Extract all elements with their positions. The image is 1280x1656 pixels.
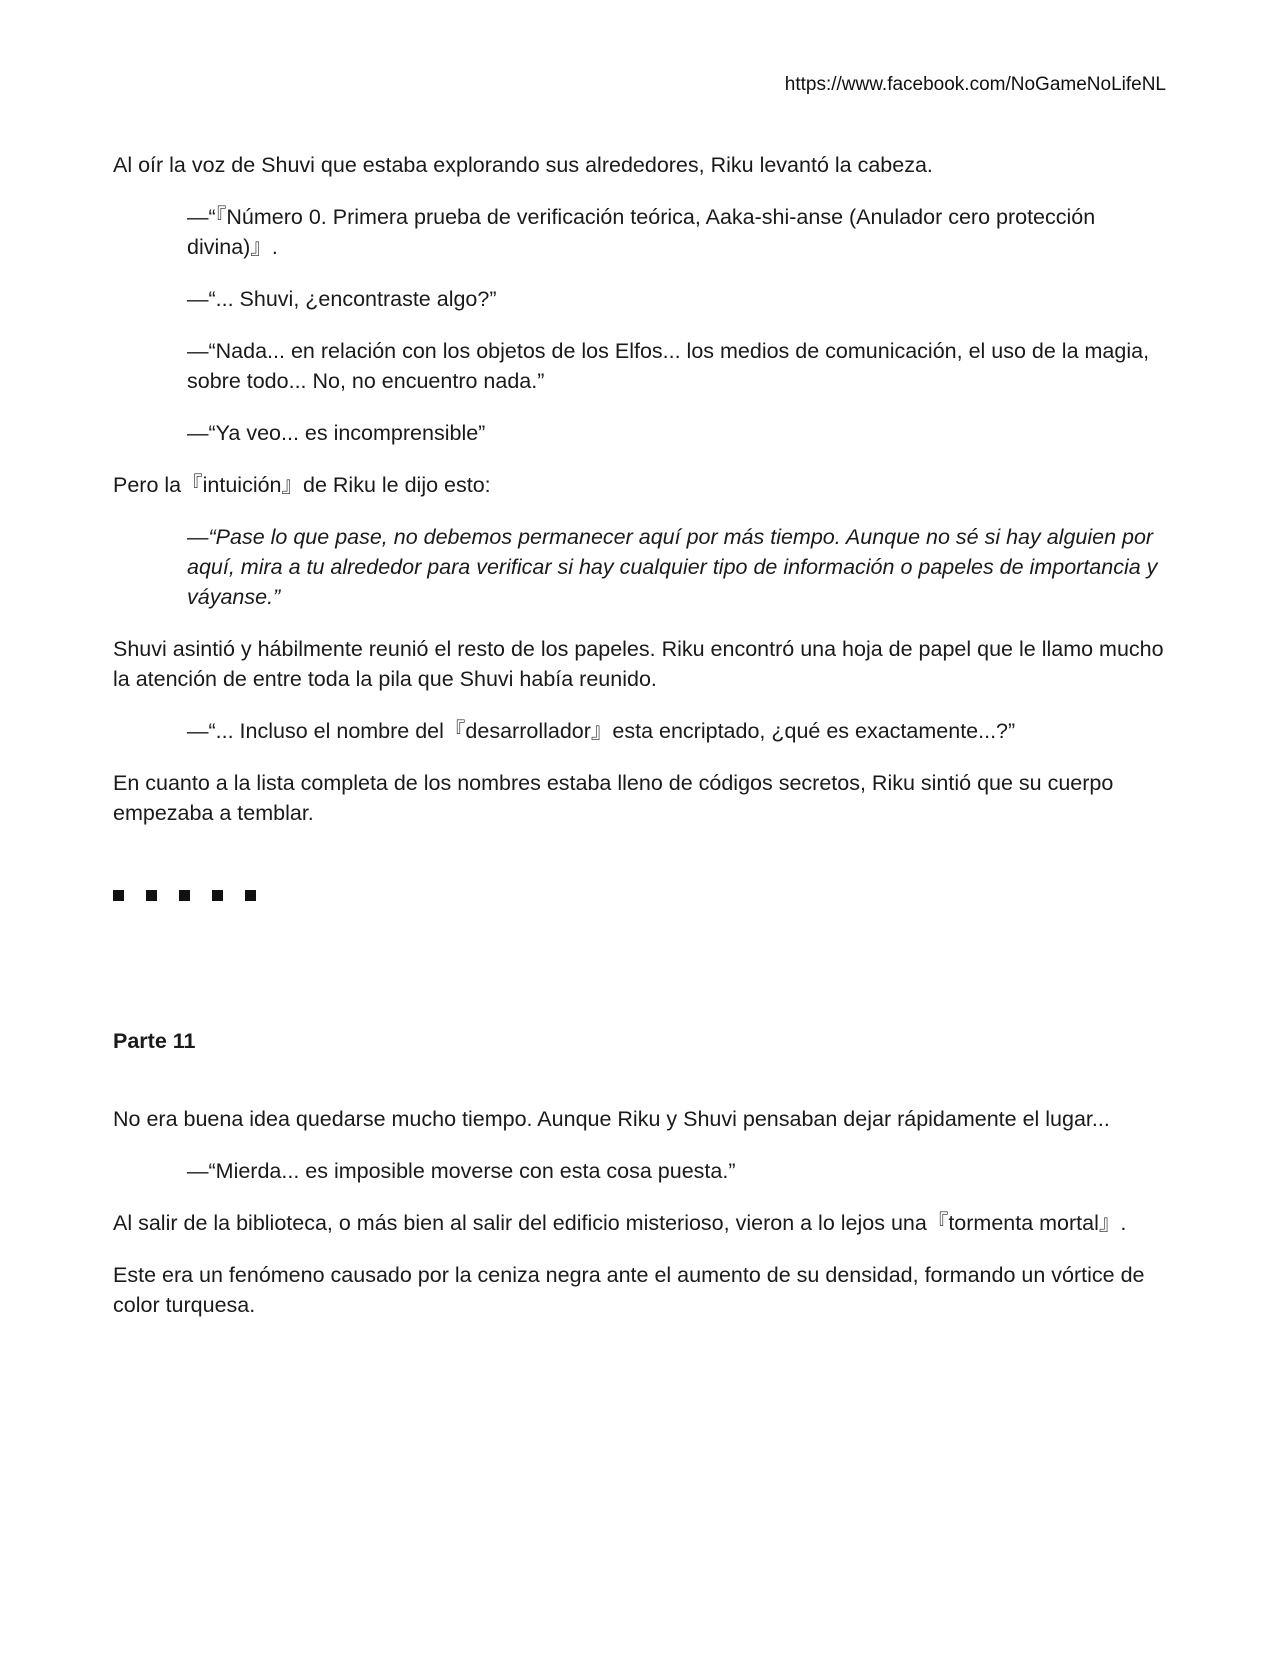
dialog-line: —“... Shuvi, ¿encontraste algo?” bbox=[187, 287, 497, 311]
separator-square bbox=[146, 890, 157, 901]
paragraph: No era buena idea quedarse mucho tiempo. Aunque Riku y Shuvi pensaban dejar rápidamente el lugar... bbox=[113, 1107, 1110, 1131]
paragraph: Shuvi asintió y hábilmente reunió el resto de los papeles. Riku encontró una hoja de papel que le llamo mucho la atención de entre toda la pila que Shuvi había reunido. bbox=[113, 637, 1164, 691]
dialog-line: —“Nada... en relación con los objetos de los Elfos... los medios de comunicación, el uso de la magia, sobre todo... No, no encuentro nada.” bbox=[187, 339, 1150, 393]
page-body bbox=[113, 150, 1173, 1342]
paragraph: Este era un fenómeno causado por la ceniza negra ante el aumento de su densidad, formando un vórtice de color turquesa. bbox=[113, 1263, 1145, 1317]
paragraph: Al oír la voz de Shuvi que estaba explorando sus alrededores, Riku levantó la cabeza. bbox=[113, 153, 933, 177]
section-title: Parte 11 bbox=[113, 1029, 196, 1053]
dialog-line: —“... Incluso el nombre del『desarrollador』esta encriptado, ¿qué es exactamente...?” bbox=[187, 719, 1016, 743]
dialog-line: —“Mierda... es imposible moverse con esta cosa puesta.” bbox=[187, 1159, 736, 1183]
separator-square bbox=[245, 890, 256, 901]
dialog-line: —“Ya veo... es incomprensible” bbox=[187, 421, 486, 445]
header-url: https://www.facebook.com/NoGameNoLifeNL bbox=[784, 74, 1166, 95]
separator-square bbox=[212, 890, 223, 901]
dialog-line: —“『Número 0. Primera prueba de verificación teórica, Aaka-shi-anse (Anulador cero protección divina)』. bbox=[187, 205, 1096, 259]
dialog-line-italic: —“Pase lo que pase, no debemos permanecer aquí por más tiempo. Aunque no sé si hay alguien por aquí, mira a tu alrededor para verificar si hay cualquier tipo de información o papeles de importancia y váyanse.” bbox=[187, 525, 1158, 609]
section-separator bbox=[113, 890, 1173, 904]
paragraph: Pero la『intuición』de Riku le dijo esto: bbox=[113, 473, 491, 497]
separator-square bbox=[179, 890, 190, 901]
separator-square bbox=[113, 890, 124, 901]
paragraph: En cuanto a la lista completa de los nombres estaba lleno de códigos secretos, Riku sintió que su cuerpo empezaba a temblar. bbox=[113, 771, 1114, 825]
paragraph: Al salir de la biblioteca, o más bien al salir del edificio misterioso, vieron a lo lejos una『tormenta mortal』. bbox=[113, 1211, 1127, 1235]
